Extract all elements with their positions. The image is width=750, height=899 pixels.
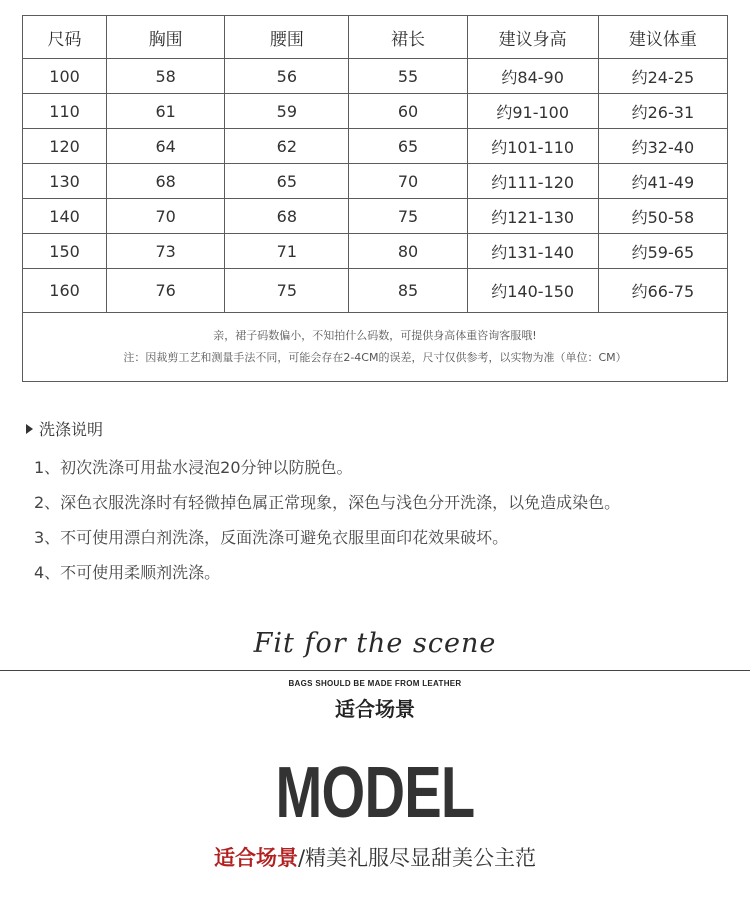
- tagline-rest: /精美礼服尽显甜美公主范: [297, 846, 537, 870]
- cell-height: 约91-100: [467, 94, 598, 129]
- table-note-row: [23, 313, 728, 382]
- cell-waist: 75: [225, 269, 349, 313]
- cell-weight: 约41-49: [598, 164, 727, 199]
- cell-weight: 约50-58: [598, 199, 727, 234]
- cell-height: 约111-120: [467, 164, 598, 199]
- cell-size: 120: [23, 129, 107, 164]
- header-skirt-length: 裙长: [349, 16, 467, 59]
- header-waist: 腰围: [225, 16, 349, 59]
- cell-length: 80: [349, 234, 467, 269]
- cell-waist: 62: [225, 129, 349, 164]
- cell-chest: 73: [107, 234, 225, 269]
- table-row: [23, 269, 728, 313]
- cell-weight: 约59-65: [598, 234, 727, 269]
- cell-size: 110: [23, 94, 107, 129]
- header-suggested-height: 建议身高: [467, 16, 598, 59]
- table-note: [23, 313, 728, 382]
- cell-weight: 约66-75: [598, 269, 727, 313]
- cell-chest: 64: [107, 129, 225, 164]
- cell-chest: 76: [107, 269, 225, 313]
- cell-weight: 约32-40: [598, 129, 727, 164]
- cell-size: 160: [23, 269, 107, 313]
- cell-size: 140: [23, 199, 107, 234]
- header-chest: 胸围: [107, 16, 225, 59]
- cell-height: 约121-130: [467, 199, 598, 234]
- cell-waist: 59: [225, 94, 349, 129]
- cell-chest: 68: [107, 164, 225, 199]
- model-heading: MODEL: [275, 753, 475, 833]
- washing-section-title: [26, 417, 103, 440]
- divider-line: [0, 670, 750, 671]
- cell-size: 150: [23, 234, 107, 269]
- tagline-accent: 适合场景: [213, 846, 298, 870]
- table-row: [23, 164, 728, 199]
- table-row: [23, 199, 728, 234]
- size-chart-table: [22, 15, 728, 382]
- triangle-bullet-icon: [26, 424, 33, 434]
- cell-waist: 56: [225, 59, 349, 94]
- cell-waist: 68: [225, 199, 349, 234]
- washing-instructions-list: [34, 456, 620, 596]
- cell-waist: 65: [225, 164, 349, 199]
- cell-size: 100: [23, 59, 107, 94]
- script-heading: Fit for the scene: [253, 628, 497, 659]
- cell-weight: 约24-25: [598, 59, 727, 94]
- note-line-disclaimer: 注：因裁剪工艺和测量手法不同，可能会存在2-4CM的误差，尺寸仅供参考，以实物为准（单位：CM）: [123, 351, 627, 364]
- cell-height: 约84-90: [467, 59, 598, 94]
- table-header-row: [23, 16, 728, 59]
- cell-length: 70: [349, 164, 467, 199]
- cell-length: 85: [349, 269, 467, 313]
- cell-size: 130: [23, 164, 107, 199]
- header-suggested-weight: 建议体重: [598, 16, 727, 59]
- cell-length: 75: [349, 199, 467, 234]
- table-row: [23, 129, 728, 164]
- model-tagline: [0, 842, 750, 872]
- cell-height: 约101-110: [467, 129, 598, 164]
- table-row: [23, 234, 728, 269]
- scene-title: 适合场景: [335, 697, 415, 721]
- list-item: 2、深色衣服洗涤时有轻微掉色属正常现象，深色与浅色分开洗涤，以免造成染色。: [34, 493, 621, 512]
- cell-weight: 约26-31: [598, 94, 727, 129]
- washing-title-text: 洗涤说明: [39, 420, 104, 439]
- cell-length: 60: [349, 94, 467, 129]
- table-row: [23, 59, 728, 94]
- tagline-small-caps: BAGS SHOULD BE MADE FROM LEATHER: [288, 679, 462, 688]
- header-size: 尺码: [23, 16, 107, 59]
- cell-length: 65: [349, 129, 467, 164]
- list-item: 3、不可使用漂白剂洗涤，反面洗涤可避免衣服里面印花效果破坏。: [34, 528, 509, 547]
- cell-chest: 58: [107, 59, 225, 94]
- cell-height: 约131-140: [467, 234, 598, 269]
- cell-height: 约140-150: [467, 269, 598, 313]
- cell-waist: 71: [225, 234, 349, 269]
- table-row: [23, 94, 728, 129]
- cell-length: 55: [349, 59, 467, 94]
- cell-chest: 61: [107, 94, 225, 129]
- list-item: 4、不可使用柔顺剂洗涤。: [34, 563, 221, 582]
- list-item: 1、初次洗涤可用盐水浸泡20分钟以防脱色。: [34, 458, 353, 477]
- cell-chest: 70: [107, 199, 225, 234]
- note-line-advice: 亲，裙子码数偏小，不知拍什么码数，可提供身高体重咨询客服哦!: [213, 329, 537, 342]
